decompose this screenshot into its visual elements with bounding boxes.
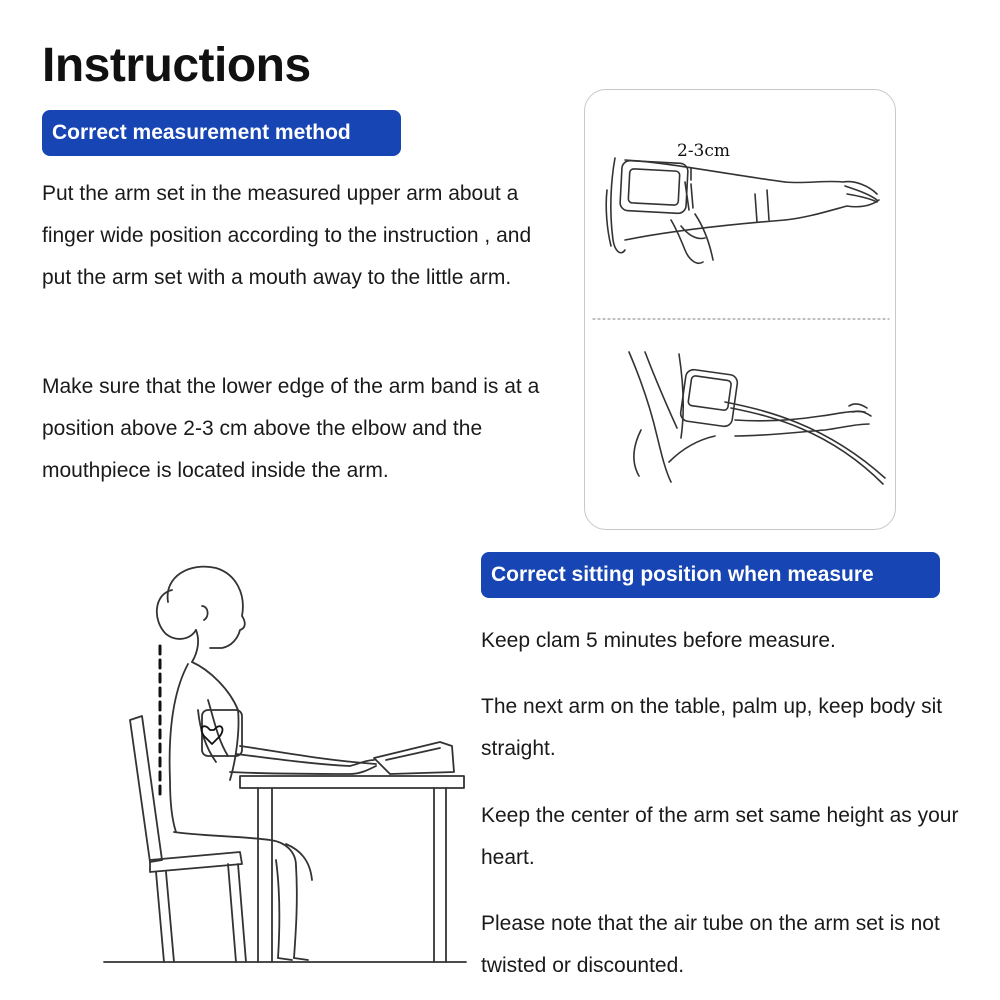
table-top: [240, 776, 464, 788]
sitting-instruction-1: Keep clam 5 minutes before measure.: [481, 629, 836, 652]
page-title: Instructions: [42, 39, 311, 92]
sitting-instruction-2: The next arm on the table, palm up, keep body sit straight.: [481, 695, 943, 760]
arm-cuff-illustration: [606, 141, 879, 263]
sitting-instruction-3: Keep the center of the arm set same height as your heart.: [481, 804, 959, 869]
section-heading-measurement-method: Correct measurement method: [42, 110, 401, 156]
chair-back: [130, 716, 162, 862]
arm-cuff-elbow-illustration: [629, 352, 885, 484]
bp-monitor: [374, 742, 454, 774]
arm-cuff-illustration-card: [584, 89, 896, 530]
instruction-paragraph-2: Make sure that the lower edge of the arm band is at a position above 2-3 cm above the elbow and the mouthpiece is located inside the arm.: [42, 375, 540, 482]
sitting-instruction-4: Please note that the air tube on the arm set is not twisted or discounted.: [481, 912, 940, 977]
seated-person-illustration: [100, 560, 470, 970]
measure-label: 2-3cm: [677, 141, 731, 161]
instruction-paragraph-1: Put the arm set in the measured upper arm about a finger wide position according to the instruction , and put the arm set with a mouth away to the little arm.: [42, 182, 532, 289]
section-heading-sitting-position: Correct sitting position when measure: [481, 552, 940, 598]
